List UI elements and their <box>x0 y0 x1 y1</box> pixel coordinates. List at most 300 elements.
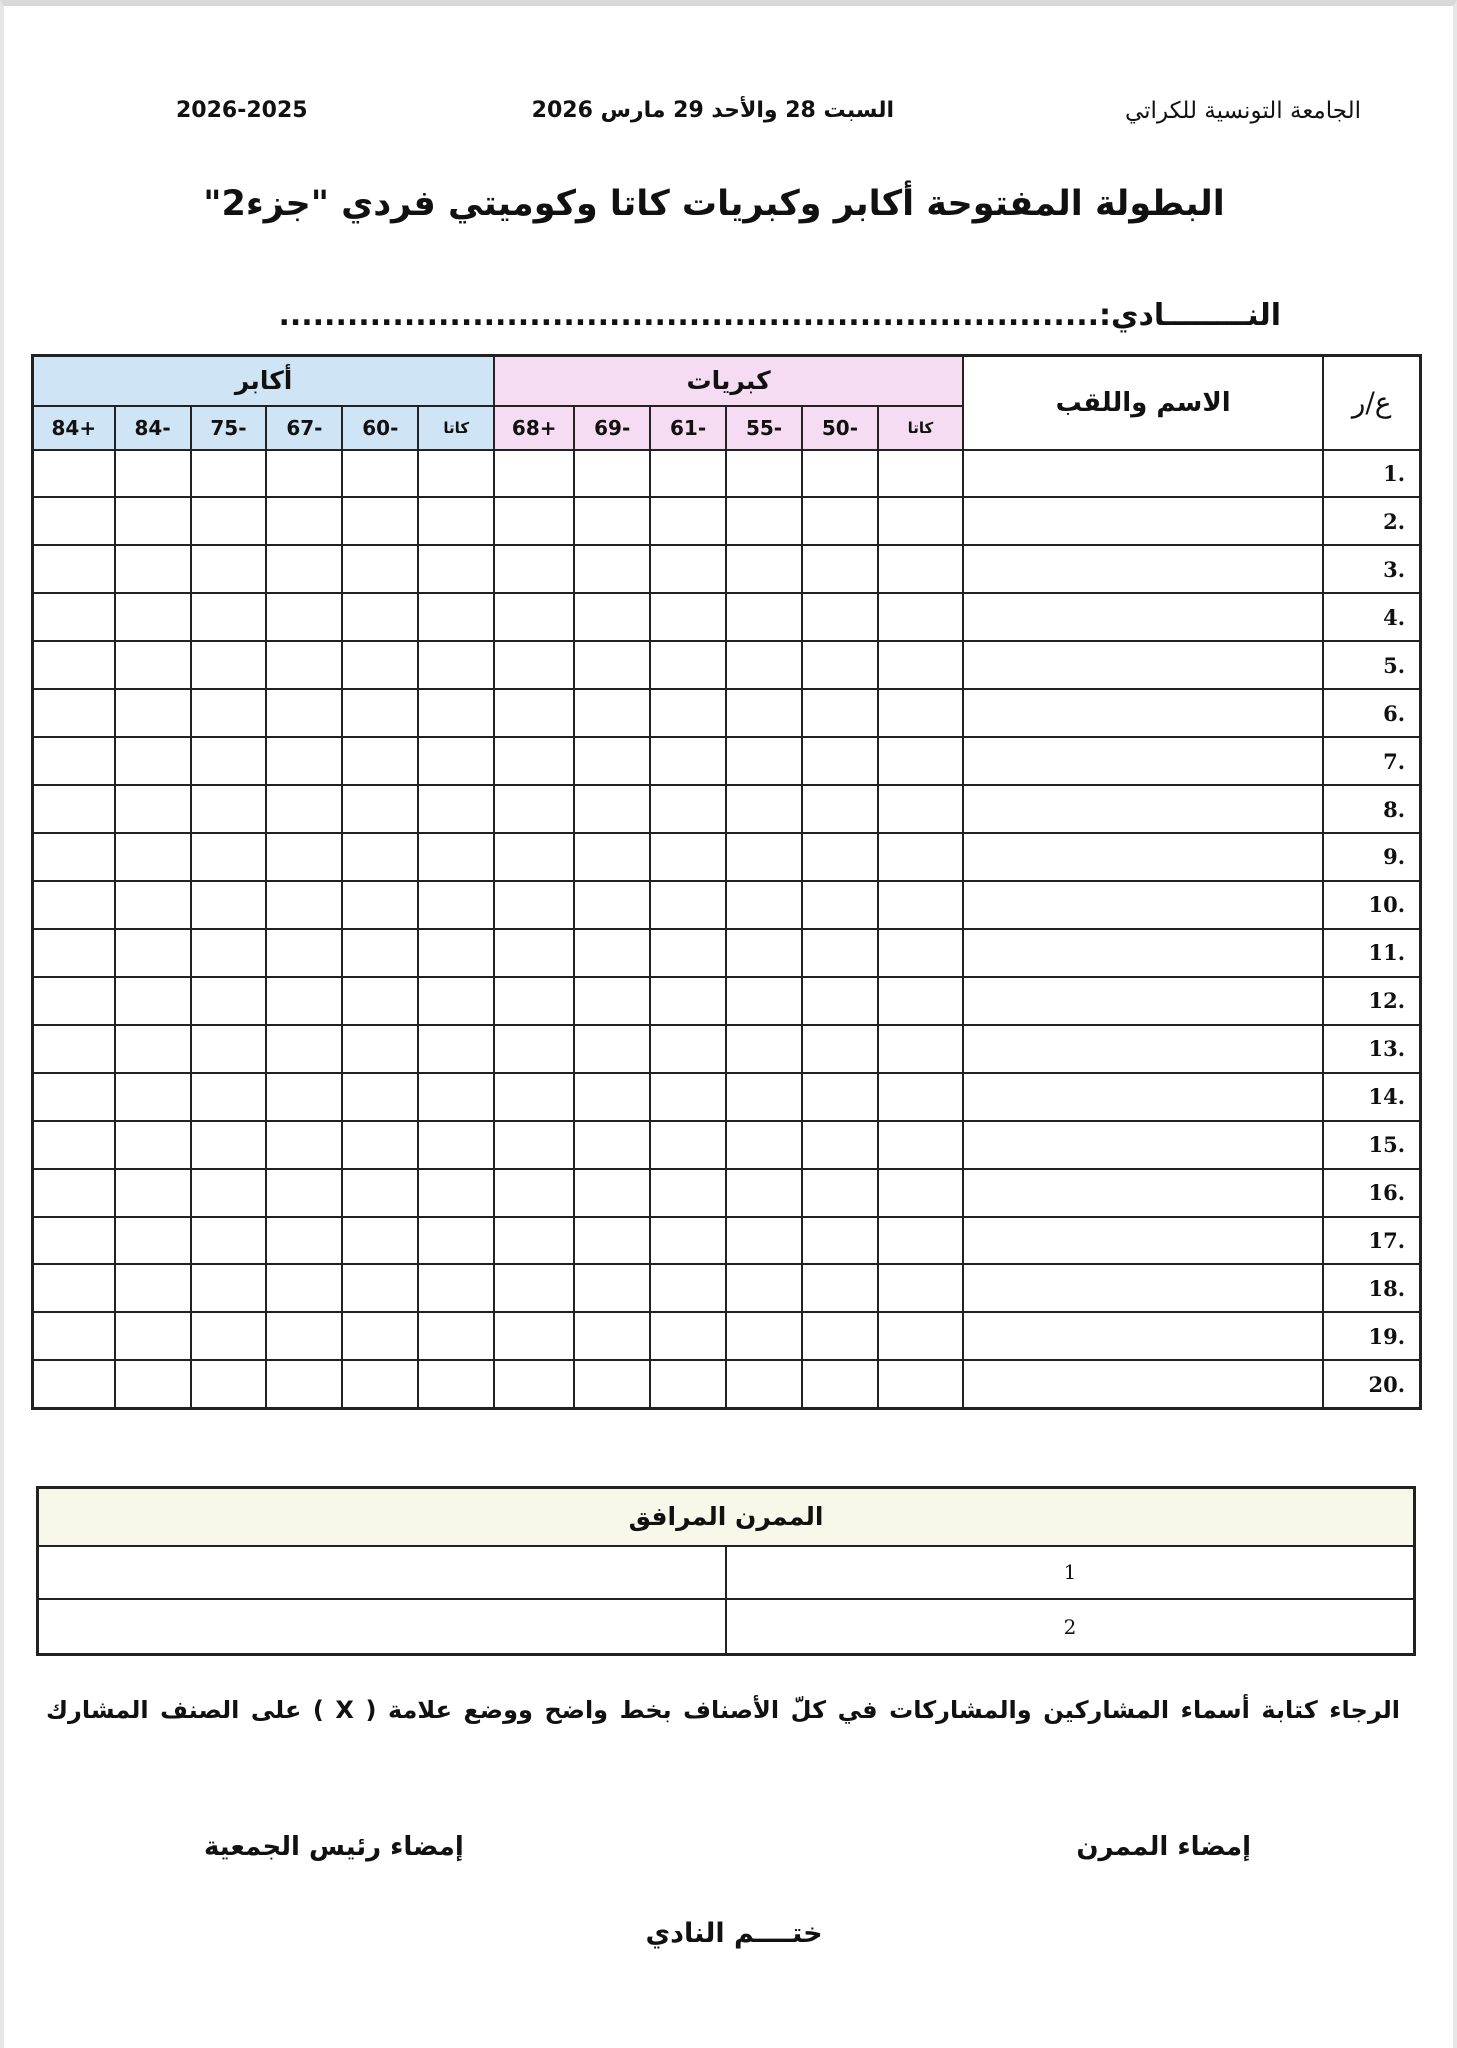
akaber-category-cell[interactable] <box>418 881 494 929</box>
kobriyat-category-cell[interactable] <box>802 1121 878 1169</box>
coach-table-title: الممرن المرافق <box>38 1488 1415 1546</box>
akaber-category-cell[interactable] <box>266 689 342 737</box>
kobriyat-category-cell[interactable] <box>574 593 650 641</box>
akaber-category-cell[interactable] <box>266 1025 342 1073</box>
akaber-category-cell[interactable] <box>342 737 418 785</box>
akaber-category-cell[interactable] <box>33 497 115 545</box>
kobriyat-category-cell[interactable] <box>494 1169 574 1217</box>
coach-name-cell[interactable] <box>38 1599 727 1654</box>
akaber-category-cell[interactable] <box>342 1264 418 1312</box>
kobriyat-category-cell[interactable] <box>802 1312 878 1360</box>
kobriyat-category-cell[interactable] <box>574 785 650 833</box>
kobriyat-category-cell[interactable] <box>878 785 963 833</box>
kobriyat-category-cell[interactable] <box>726 737 802 785</box>
kobriyat-col-55: -55 <box>726 406 802 450</box>
kobriyat-category-cell[interactable] <box>650 1121 726 1169</box>
kobriyat-category-cell[interactable] <box>574 881 650 929</box>
row-number: .10 <box>1323 881 1420 929</box>
akaber-category-cell[interactable] <box>418 929 494 977</box>
akaber-category-cell[interactable] <box>266 737 342 785</box>
akaber-category-cell[interactable] <box>266 641 342 689</box>
kobriyat-category-cell[interactable] <box>574 1073 650 1121</box>
group-header-kobriyat: كبريات <box>494 356 963 406</box>
akaber-category-cell[interactable] <box>115 785 191 833</box>
kobriyat-category-cell[interactable] <box>726 1264 802 1312</box>
akaber-category-cell[interactable] <box>33 977 115 1025</box>
akaber-category-cell[interactable] <box>266 833 342 881</box>
akaber-category-cell[interactable] <box>266 497 342 545</box>
participant-name-cell[interactable] <box>963 1217 1323 1265</box>
akaber-category-cell[interactable] <box>266 450 342 498</box>
akaber-category-cell[interactable] <box>33 593 115 641</box>
group-header-akaber: أكابر <box>33 356 495 406</box>
akaber-category-cell[interactable] <box>266 1169 342 1217</box>
akaber-category-cell[interactable] <box>33 1312 115 1360</box>
kobriyat-category-cell[interactable] <box>494 1360 574 1408</box>
kobriyat-category-cell[interactable] <box>726 497 802 545</box>
akaber-category-cell[interactable] <box>266 545 342 593</box>
akaber-category-cell[interactable] <box>418 1217 494 1265</box>
akaber-category-cell[interactable] <box>191 1217 267 1265</box>
akaber-category-cell[interactable] <box>418 545 494 593</box>
kobriyat-category-cell[interactable] <box>650 881 726 929</box>
kobriyat-category-cell[interactable] <box>650 1169 726 1217</box>
kobriyat-category-cell[interactable] <box>574 1264 650 1312</box>
participant-name-cell[interactable] <box>963 833 1323 881</box>
akaber-category-cell[interactable] <box>418 689 494 737</box>
kobriyat-category-cell[interactable] <box>650 977 726 1025</box>
participant-name-cell[interactable] <box>963 785 1323 833</box>
kobriyat-category-cell[interactable] <box>574 977 650 1025</box>
table-row <box>33 450 1421 498</box>
row-number: .3 <box>1323 545 1420 593</box>
akaber-category-cell[interactable] <box>33 1121 115 1169</box>
club-label: النــــــــادي: <box>1099 298 1281 333</box>
kobriyat-category-cell[interactable] <box>494 1073 574 1121</box>
kobriyat-category-cell[interactable] <box>802 881 878 929</box>
akaber-col-84: -84 <box>115 406 191 450</box>
participant-name-cell[interactable] <box>963 977 1323 1025</box>
kobriyat-category-cell[interactable] <box>802 833 878 881</box>
kobriyat-category-cell[interactable] <box>574 689 650 737</box>
kobriyat-category-cell[interactable] <box>574 497 650 545</box>
akaber-category-cell[interactable] <box>115 1360 191 1408</box>
president-signature-label: إمضاء رئيس الجمعية <box>204 1832 464 1862</box>
akaber-category-cell[interactable] <box>418 450 494 498</box>
kobriyat-category-cell[interactable] <box>494 1312 574 1360</box>
kobriyat-category-cell[interactable] <box>726 689 802 737</box>
kobriyat-category-cell[interactable] <box>878 881 963 929</box>
kobriyat-category-cell[interactable] <box>878 737 963 785</box>
participant-name-cell[interactable] <box>963 1312 1323 1360</box>
akaber-category-cell[interactable] <box>418 737 494 785</box>
akaber-category-cell[interactable] <box>266 1312 342 1360</box>
akaber-category-cell[interactable] <box>342 1073 418 1121</box>
akaber-category-cell[interactable] <box>115 929 191 977</box>
event-dates: السبت 28 والأحد 29 مارس 2026 <box>531 98 894 123</box>
kobriyat-col-plus68: +68 <box>494 406 574 450</box>
kobriyat-category-cell[interactable] <box>494 881 574 929</box>
kobriyat-category-cell[interactable] <box>726 1312 802 1360</box>
table-row <box>33 977 1421 1025</box>
akaber-category-cell[interactable] <box>33 1264 115 1312</box>
participant-name-cell[interactable] <box>963 1169 1323 1217</box>
kobriyat-category-cell[interactable] <box>726 785 802 833</box>
kobriyat-category-cell[interactable] <box>802 1025 878 1073</box>
kobriyat-category-cell[interactable] <box>494 593 574 641</box>
participant-name-cell[interactable] <box>963 929 1323 977</box>
participant-name-cell[interactable] <box>963 689 1323 737</box>
kobriyat-category-cell[interactable] <box>650 689 726 737</box>
akaber-category-cell[interactable] <box>266 881 342 929</box>
row-number: .7 <box>1323 737 1420 785</box>
akaber-category-cell[interactable] <box>33 450 115 498</box>
kobriyat-category-cell[interactable] <box>726 641 802 689</box>
akaber-category-cell[interactable] <box>266 1264 342 1312</box>
akaber-category-cell[interactable] <box>33 881 115 929</box>
kobriyat-category-cell[interactable] <box>650 497 726 545</box>
kobriyat-category-cell[interactable] <box>726 1121 802 1169</box>
kobriyat-category-cell[interactable] <box>650 450 726 498</box>
akaber-category-cell[interactable] <box>342 833 418 881</box>
akaber-category-cell[interactable] <box>342 593 418 641</box>
kobriyat-category-cell[interactable] <box>494 977 574 1025</box>
kobriyat-category-cell[interactable] <box>494 833 574 881</box>
kobriyat-category-cell[interactable] <box>878 450 963 498</box>
akaber-category-cell[interactable] <box>191 1264 267 1312</box>
akaber-category-cell[interactable] <box>342 1025 418 1073</box>
akaber-category-cell[interactable] <box>115 1312 191 1360</box>
akaber-category-cell[interactable] <box>418 977 494 1025</box>
kobriyat-category-cell[interactable] <box>726 450 802 498</box>
kobriyat-category-cell[interactable] <box>878 1312 963 1360</box>
participant-name-cell[interactable] <box>963 1025 1323 1073</box>
akaber-category-cell[interactable] <box>342 1360 418 1408</box>
kobriyat-category-cell[interactable] <box>802 1217 878 1265</box>
akaber-category-cell[interactable] <box>418 1360 494 1408</box>
akaber-category-cell[interactable] <box>342 497 418 545</box>
kobriyat-category-cell[interactable] <box>878 545 963 593</box>
akaber-category-cell[interactable] <box>418 1121 494 1169</box>
akaber-category-cell[interactable] <box>33 1073 115 1121</box>
kobriyat-category-cell[interactable] <box>802 545 878 593</box>
kobriyat-category-cell[interactable] <box>802 450 878 498</box>
akaber-category-cell[interactable] <box>191 881 267 929</box>
coach-name-cell[interactable] <box>38 1546 727 1600</box>
akaber-category-cell[interactable] <box>115 1217 191 1265</box>
kobriyat-category-cell[interactable] <box>494 929 574 977</box>
akaber-category-cell[interactable] <box>33 1360 115 1408</box>
kobriyat-category-cell[interactable] <box>574 1360 650 1408</box>
akaber-category-cell[interactable] <box>115 641 191 689</box>
row-number: .17 <box>1323 1217 1420 1265</box>
kobriyat-category-cell[interactable] <box>574 1121 650 1169</box>
kobriyat-category-cell[interactable] <box>650 545 726 593</box>
participant-name-cell[interactable] <box>963 881 1323 929</box>
akaber-category-cell[interactable] <box>418 1264 494 1312</box>
akaber-category-cell[interactable] <box>266 1217 342 1265</box>
kobriyat-category-cell[interactable] <box>494 641 574 689</box>
kobriyat-category-cell[interactable] <box>574 833 650 881</box>
kobriyat-category-cell[interactable] <box>726 929 802 977</box>
season-label: 2026-2025 <box>176 98 308 123</box>
participant-name-cell[interactable] <box>963 1360 1323 1408</box>
kobriyat-category-cell[interactable] <box>574 1312 650 1360</box>
akaber-category-cell[interactable] <box>191 977 267 1025</box>
kobriyat-category-cell[interactable] <box>726 1217 802 1265</box>
akaber-category-cell[interactable] <box>191 497 267 545</box>
akaber-category-cell[interactable] <box>115 833 191 881</box>
kobriyat-category-cell[interactable] <box>802 1169 878 1217</box>
akaber-category-cell[interactable] <box>115 1025 191 1073</box>
kobriyat-category-cell[interactable] <box>878 1217 963 1265</box>
akaber-category-cell[interactable] <box>191 1169 267 1217</box>
akaber-category-cell[interactable] <box>418 497 494 545</box>
akaber-category-cell[interactable] <box>418 641 494 689</box>
kobriyat-category-cell[interactable] <box>802 977 878 1025</box>
kobriyat-category-cell[interactable] <box>726 1169 802 1217</box>
akaber-category-cell[interactable] <box>191 1360 267 1408</box>
akaber-category-cell[interactable] <box>418 1025 494 1073</box>
kobriyat-category-cell[interactable] <box>650 737 726 785</box>
kobriyat-category-cell[interactable] <box>574 1169 650 1217</box>
kobriyat-category-cell[interactable] <box>726 1073 802 1121</box>
kobriyat-category-cell[interactable] <box>802 785 878 833</box>
kobriyat-category-cell[interactable] <box>650 1360 726 1408</box>
row-number: .8 <box>1323 785 1420 833</box>
akaber-category-cell[interactable] <box>342 977 418 1025</box>
kobriyat-category-cell[interactable] <box>494 785 574 833</box>
akaber-category-cell[interactable] <box>191 545 267 593</box>
kobriyat-category-cell[interactable] <box>574 1025 650 1073</box>
kobriyat-category-cell[interactable] <box>878 1121 963 1169</box>
kobriyat-category-cell[interactable] <box>802 1264 878 1312</box>
akaber-category-cell[interactable] <box>191 450 267 498</box>
kobriyat-category-cell[interactable] <box>494 737 574 785</box>
kobriyat-category-cell[interactable] <box>574 450 650 498</box>
akaber-category-cell[interactable] <box>33 1169 115 1217</box>
coach-signature-label: إمضاء الممرن <box>1076 1832 1251 1862</box>
kobriyat-category-cell[interactable] <box>494 689 574 737</box>
kobriyat-category-cell[interactable] <box>726 545 802 593</box>
kobriyat-category-cell[interactable] <box>878 1073 963 1121</box>
akaber-category-cell[interactable] <box>115 881 191 929</box>
kobriyat-category-cell[interactable] <box>650 833 726 881</box>
akaber-category-cell[interactable] <box>115 977 191 1025</box>
kobriyat-category-cell[interactable] <box>802 593 878 641</box>
kobriyat-category-cell[interactable] <box>802 641 878 689</box>
coach-table <box>36 1486 1416 1656</box>
club-field[interactable] <box>174 298 1281 333</box>
akaber-category-cell[interactable] <box>191 1312 267 1360</box>
akaber-category-cell[interactable] <box>266 593 342 641</box>
akaber-category-cell[interactable] <box>115 1073 191 1121</box>
kobriyat-category-cell[interactable] <box>494 1025 574 1073</box>
table-row <box>33 737 1421 785</box>
kobriyat-category-cell[interactable] <box>802 497 878 545</box>
row-number: .20 <box>1323 1360 1420 1408</box>
kobriyat-category-cell[interactable] <box>650 1264 726 1312</box>
participant-name-cell[interactable] <box>963 450 1323 498</box>
kobriyat-category-cell[interactable] <box>802 689 878 737</box>
kobriyat-category-cell[interactable] <box>878 833 963 881</box>
akaber-category-cell[interactable] <box>115 1169 191 1217</box>
kobriyat-category-cell[interactable] <box>574 1217 650 1265</box>
table-row <box>33 1121 1421 1169</box>
kobriyat-category-cell[interactable] <box>878 1025 963 1073</box>
akaber-category-cell[interactable] <box>342 881 418 929</box>
akaber-category-cell[interactable] <box>191 689 267 737</box>
akaber-category-cell[interactable] <box>266 1360 342 1408</box>
akaber-col-67: -67 <box>266 406 342 450</box>
akaber-category-cell[interactable] <box>191 1121 267 1169</box>
akaber-category-cell[interactable] <box>418 1169 494 1217</box>
akaber-category-cell[interactable] <box>342 1169 418 1217</box>
table-row <box>33 689 1421 737</box>
akaber-category-cell[interactable] <box>342 1312 418 1360</box>
participant-name-cell[interactable] <box>963 1264 1323 1312</box>
row-number: .6 <box>1323 689 1420 737</box>
akaber-category-cell[interactable] <box>342 689 418 737</box>
kobriyat-category-cell[interactable] <box>494 1121 574 1169</box>
kobriyat-category-cell[interactable] <box>878 1169 963 1217</box>
akaber-category-cell[interactable] <box>33 1025 115 1073</box>
akaber-category-cell[interactable] <box>115 593 191 641</box>
akaber-category-cell[interactable] <box>342 545 418 593</box>
kobriyat-category-cell[interactable] <box>650 641 726 689</box>
row-number: .11 <box>1323 929 1420 977</box>
kobriyat-category-cell[interactable] <box>574 545 650 593</box>
akaber-category-cell[interactable] <box>342 785 418 833</box>
kobriyat-category-cell[interactable] <box>878 929 963 977</box>
akaber-category-cell[interactable] <box>418 785 494 833</box>
akaber-col-kata: كاتا <box>418 406 494 450</box>
kobriyat-category-cell[interactable] <box>494 1217 574 1265</box>
akaber-category-cell[interactable] <box>191 1025 267 1073</box>
akaber-category-cell[interactable] <box>115 737 191 785</box>
kobriyat-category-cell[interactable] <box>802 737 878 785</box>
kobriyat-category-cell[interactable] <box>650 1217 726 1265</box>
akaber-category-cell[interactable] <box>342 1217 418 1265</box>
table-row <box>33 1217 1421 1265</box>
participant-name-cell[interactable] <box>963 545 1323 593</box>
akaber-category-cell[interactable] <box>33 785 115 833</box>
akaber-category-cell[interactable] <box>191 641 267 689</box>
akaber-category-cell[interactable] <box>342 450 418 498</box>
akaber-category-cell[interactable] <box>191 1073 267 1121</box>
akaber-category-cell[interactable] <box>115 689 191 737</box>
akaber-category-cell[interactable] <box>33 545 115 593</box>
kobriyat-category-cell[interactable] <box>878 593 963 641</box>
kobriyat-category-cell[interactable] <box>878 497 963 545</box>
kobriyat-category-cell[interactable] <box>650 1312 726 1360</box>
kobriyat-category-cell[interactable] <box>726 593 802 641</box>
akaber-category-cell[interactable] <box>266 1121 342 1169</box>
row-number: .1 <box>1323 450 1420 498</box>
akaber-category-cell[interactable] <box>191 593 267 641</box>
akaber-category-cell[interactable] <box>342 929 418 977</box>
akaber-category-cell[interactable] <box>33 1217 115 1265</box>
kobriyat-category-cell[interactable] <box>494 545 574 593</box>
kobriyat-category-cell[interactable] <box>878 1360 963 1408</box>
kobriyat-category-cell[interactable] <box>878 977 963 1025</box>
kobriyat-category-cell[interactable] <box>574 929 650 977</box>
kobriyat-category-cell[interactable] <box>574 641 650 689</box>
participant-name-cell[interactable] <box>963 737 1323 785</box>
participant-name-cell[interactable] <box>963 593 1323 641</box>
participant-name-cell[interactable] <box>963 1121 1323 1169</box>
akaber-category-cell[interactable] <box>191 785 267 833</box>
akaber-category-cell[interactable] <box>191 929 267 977</box>
akaber-category-cell[interactable] <box>115 1264 191 1312</box>
table-row <box>33 929 1421 977</box>
kobriyat-category-cell[interactable] <box>802 1073 878 1121</box>
kobriyat-category-cell[interactable] <box>650 1073 726 1121</box>
kobriyat-category-cell[interactable] <box>802 929 878 977</box>
kobriyat-category-cell[interactable] <box>878 641 963 689</box>
kobriyat-category-cell[interactable] <box>878 689 963 737</box>
akaber-category-cell[interactable] <box>115 450 191 498</box>
akaber-category-cell[interactable] <box>115 497 191 545</box>
akaber-category-cell[interactable] <box>191 833 267 881</box>
akaber-category-cell[interactable] <box>342 1121 418 1169</box>
akaber-category-cell[interactable] <box>266 785 342 833</box>
row-number: .14 <box>1323 1073 1420 1121</box>
kobriyat-category-cell[interactable] <box>650 785 726 833</box>
kobriyat-category-cell[interactable] <box>726 833 802 881</box>
akaber-category-cell[interactable] <box>33 833 115 881</box>
akaber-category-cell[interactable] <box>115 1121 191 1169</box>
akaber-category-cell[interactable] <box>115 545 191 593</box>
federation-name: الجامعة التونسية للكراتي <box>1124 98 1361 124</box>
kobriyat-category-cell[interactable] <box>726 1025 802 1073</box>
participant-name-cell[interactable] <box>963 497 1323 545</box>
kobriyat-category-cell[interactable] <box>494 1264 574 1312</box>
akaber-category-cell[interactable] <box>418 1073 494 1121</box>
kobriyat-category-cell[interactable] <box>494 450 574 498</box>
kobriyat-category-cell[interactable] <box>802 1360 878 1408</box>
akaber-category-cell[interactable] <box>266 1073 342 1121</box>
kobriyat-category-cell[interactable] <box>650 929 726 977</box>
akaber-category-cell[interactable] <box>266 977 342 1025</box>
akaber-category-cell[interactable] <box>33 689 115 737</box>
akaber-category-cell[interactable] <box>418 1312 494 1360</box>
akaber-category-cell[interactable] <box>418 593 494 641</box>
row-number: .5 <box>1323 641 1420 689</box>
akaber-category-cell[interactable] <box>418 833 494 881</box>
participant-name-cell[interactable] <box>963 1073 1323 1121</box>
participant-name-cell[interactable] <box>963 641 1323 689</box>
kobriyat-category-cell[interactable] <box>726 881 802 929</box>
kobriyat-category-cell[interactable] <box>650 593 726 641</box>
akaber-category-cell[interactable] <box>33 929 115 977</box>
akaber-category-cell[interactable] <box>342 641 418 689</box>
kobriyat-category-cell[interactable] <box>726 1360 802 1408</box>
kobriyat-category-cell[interactable] <box>878 1264 963 1312</box>
kobriyat-category-cell[interactable] <box>650 1025 726 1073</box>
table-row <box>33 1360 1421 1408</box>
akaber-category-cell[interactable] <box>266 929 342 977</box>
kobriyat-category-cell[interactable] <box>726 977 802 1025</box>
akaber-category-cell[interactable] <box>33 737 115 785</box>
akaber-category-cell[interactable] <box>191 737 267 785</box>
kobriyat-category-cell[interactable] <box>574 737 650 785</box>
row-number: .13 <box>1323 1025 1420 1073</box>
akaber-category-cell[interactable] <box>33 641 115 689</box>
row-number: .4 <box>1323 593 1420 641</box>
kobriyat-category-cell[interactable] <box>494 497 574 545</box>
table-row <box>33 1025 1421 1073</box>
